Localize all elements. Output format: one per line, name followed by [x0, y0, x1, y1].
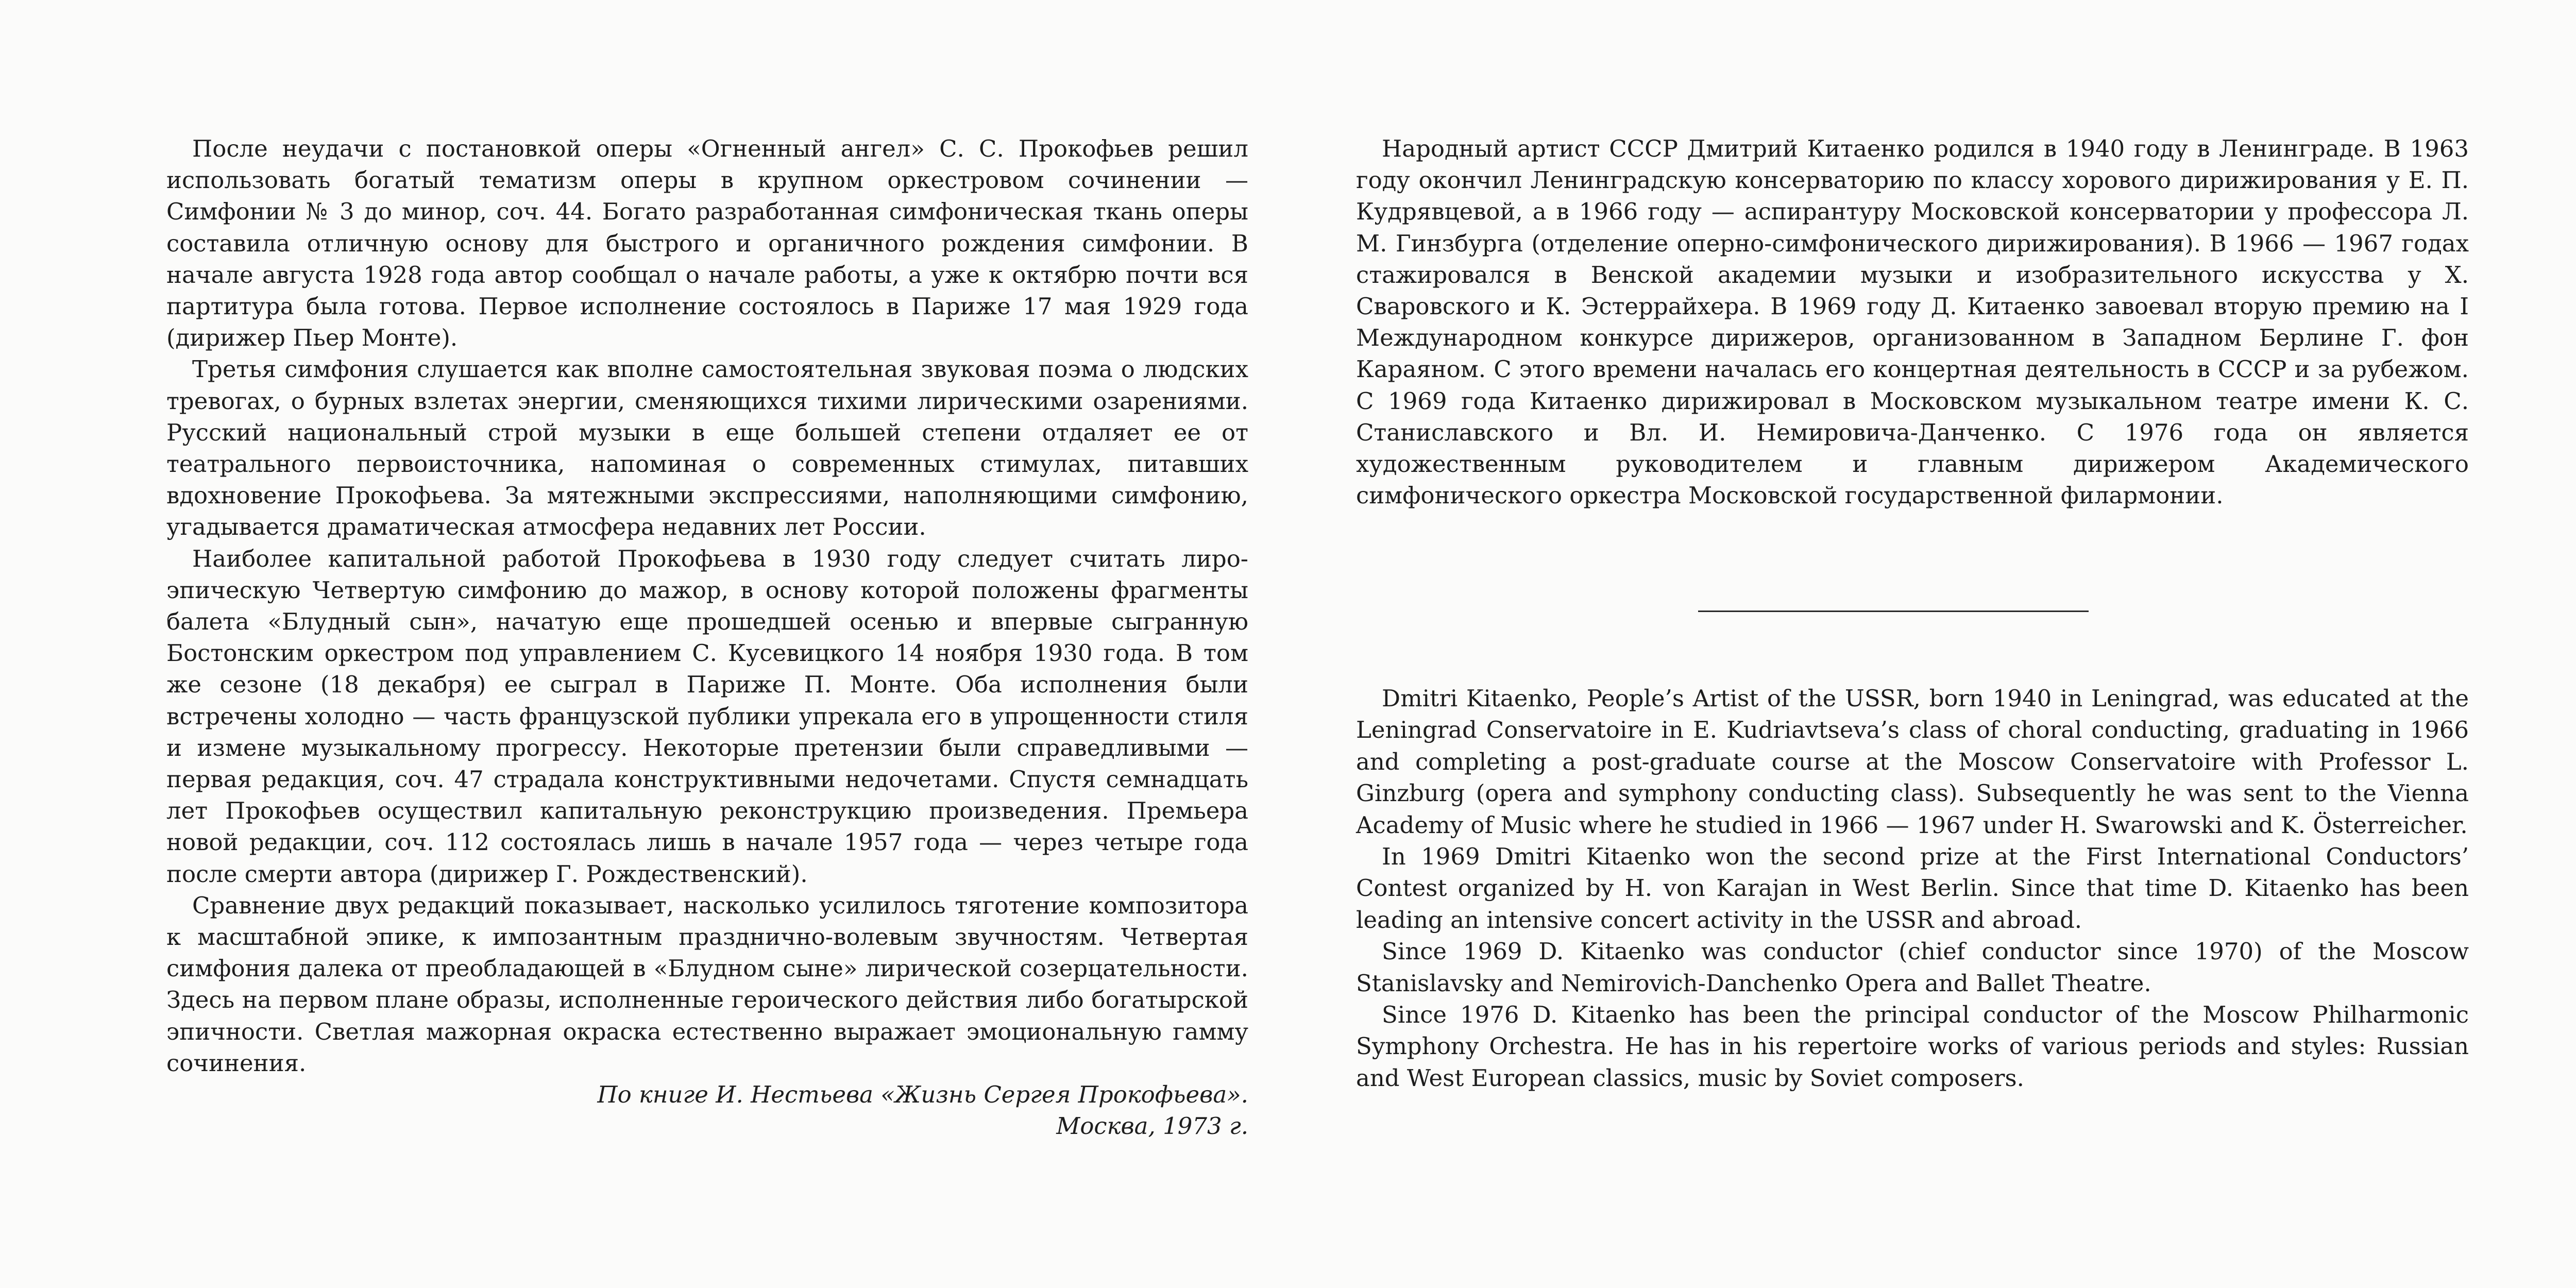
paragraph-kitaenko-bio-russian: Народный артист СССР Дмитрий Китаенко родился в 1940 году в Ленинграде. В 1963 году окончил Ленинградскую консерваторию по классу хорового дирижирования у Е. П. Кудрявцевой, а в 1966 году — аспирантуру Московской консерватории у профессора Л. М. Гинзбурга (отделение оперно-симфонического дирижирования). В 1966 — 1967 годах стажировался в Венской академии музыки и изобразительного искусства у Х. Сваровского и К. Эстеррайхера. В 1969 году Д. Китаенко завоевал вторую премию на I Международном конкурсе дирижеров, организованном в Западном Берлине Г. фон Караяном. С этого времени началась его концертная деятельность в СССР и за рубежом. С 1969 года Китаенко дирижировал в Московском музыкальном театре имени К. С. Станиславского и Вл. И. Немировича-Данченко. С 1976 года он является художественным руководителем и главным дирижером Академического симфонического оркестра Московской государственной филармонии. — [1356, 135, 2469, 510]
citation-source: По книге И. Нестьева «Жизнь Сергея Прокофьева». — [597, 1081, 1248, 1109]
paragraph-english-education: Dmitri Kitaenko, People’s Artist of the USSR, born 1940 in Leningrad, was educated at the Leningrad Conservatoire in E. Kudriavtseva’s class of choral conducting, graduating in 1966 and completing a post-graduate course at the Moscow Conservatoire with Professor L. Ginzburg (opera and symphony conducting class). Subsequently he was sent to the Vienna Academy of Music where he studied in 1966 — 1967 under H. Swarowski and K. Österreicher. — [1356, 685, 2469, 839]
right-column-russian-bio — [1356, 133, 2469, 511]
right-column-english-bio — [1356, 683, 2469, 1094]
paragraph-symphony-3: После неудачи с постановкой оперы «Огненный ангел» С. С. Прокофьев решил использовать богатый тематизм оперы в крупном оркестровом сочинении — Симфонии № 3 до минор, соч. 44. Богато разработанная симфоническая ткань оперы составила отличную основу для быстрого и органичного рождения симфонии. В начале августа 1928 года автор сообщал о начале работы, а уже к октябрю почти вся партитура была готова. Первое исполнение состоялось в Париже 17 мая 1929 года (дирижер Пьер Монте). — [166, 135, 1248, 352]
paragraph-symphony-3-character: Третья симфония слушается как вполне самостоятельная звуковая поэма о людских тревогах, о бурных взлетах энергии, сменяющихся тихими лирическими озарениями. Русский национальный строй музыки в еще большей степени отдаляет ее от театрального первоисточника, напоминая о современных стимулах, питавших вдохновение Прокофьева. За мятежными экспрессиями, наполняющими симфонию, угадывается драматическая атмосфера недавних лет России. — [166, 355, 1248, 541]
paragraph-english-philharmonic: Since 1976 D. Kitaenko has been the principal conductor of the Moscow Philharmonic Symphony Orchestra. He has in his repertoire works of various periods and styles: Russian and West European classics, music by Soviet composers. — [1356, 1001, 2469, 1092]
paragraph-english-competition: In 1969 Dmitri Kitaenko won the second prize at the First International Conductors’ Contest organized by H. von Karajan in West Berlin. Since that time D. Kitaenko has been leading an intensive concert activity in the USSR and abroad. — [1356, 843, 2469, 934]
citation-place-year: Москва, 1973 г. — [1056, 1112, 1248, 1140]
paragraph-editions-comparison: Сравнение двух редакций показывает, насколько усилилось тяготение композитора к масштабной эпике, к импозантным празднично-волевым звучностям. Четвертая симфония далека от преобладающей в «Блудном сыне» лирической созерцательности. Здесь на первом плане образы, исполненные героического действия либо богатырской эпичности. Светлая мажорная окраска естественно выражает эмоциональную гамму сочинения. — [166, 891, 1248, 1077]
left-column-russian-text — [166, 133, 1248, 1142]
paragraph-english-theatre: Since 1969 D. Kitaenko was conductor (chief conductor since 1970) of the Moscow Stanislavsky and Nemirovich-Danchenko Opera and Ballet Theatre. — [1356, 938, 2469, 997]
paragraph-symphony-4: Наиболее капитальной работой Прокофьева в 1930 году следует считать лиро-эпическую Четвертую симфонию до мажор, в основу которой положены фрагменты балета «Блудный сын», начатую еще прошедшей осенью и впервые сыгранную Бостонским оркестром под управлением С. Кусевицкого 14 ноября 1930 года. В том же сезоне (18 декабря) ее сыграл в Париже П. Монте. Оба исполнения были встречены холодно — часть французской публики упрекала его в упрощенности стиля и измене музыкальному прогрессу. Некоторые претензии были справедливыми — первая редакция, соч. 47 страдала конструктивными недочетами. Спустя семнадцать лет Прокофьев осуществил капитальную реконструкцию произведения. Премьера новой редакции, соч. 112 состоялась лишь в начале 1957 года — через четыре года после смерти автора (дирижер Г. Рождественский). — [166, 545, 1248, 888]
section-divider-line — [1698, 611, 2089, 612]
